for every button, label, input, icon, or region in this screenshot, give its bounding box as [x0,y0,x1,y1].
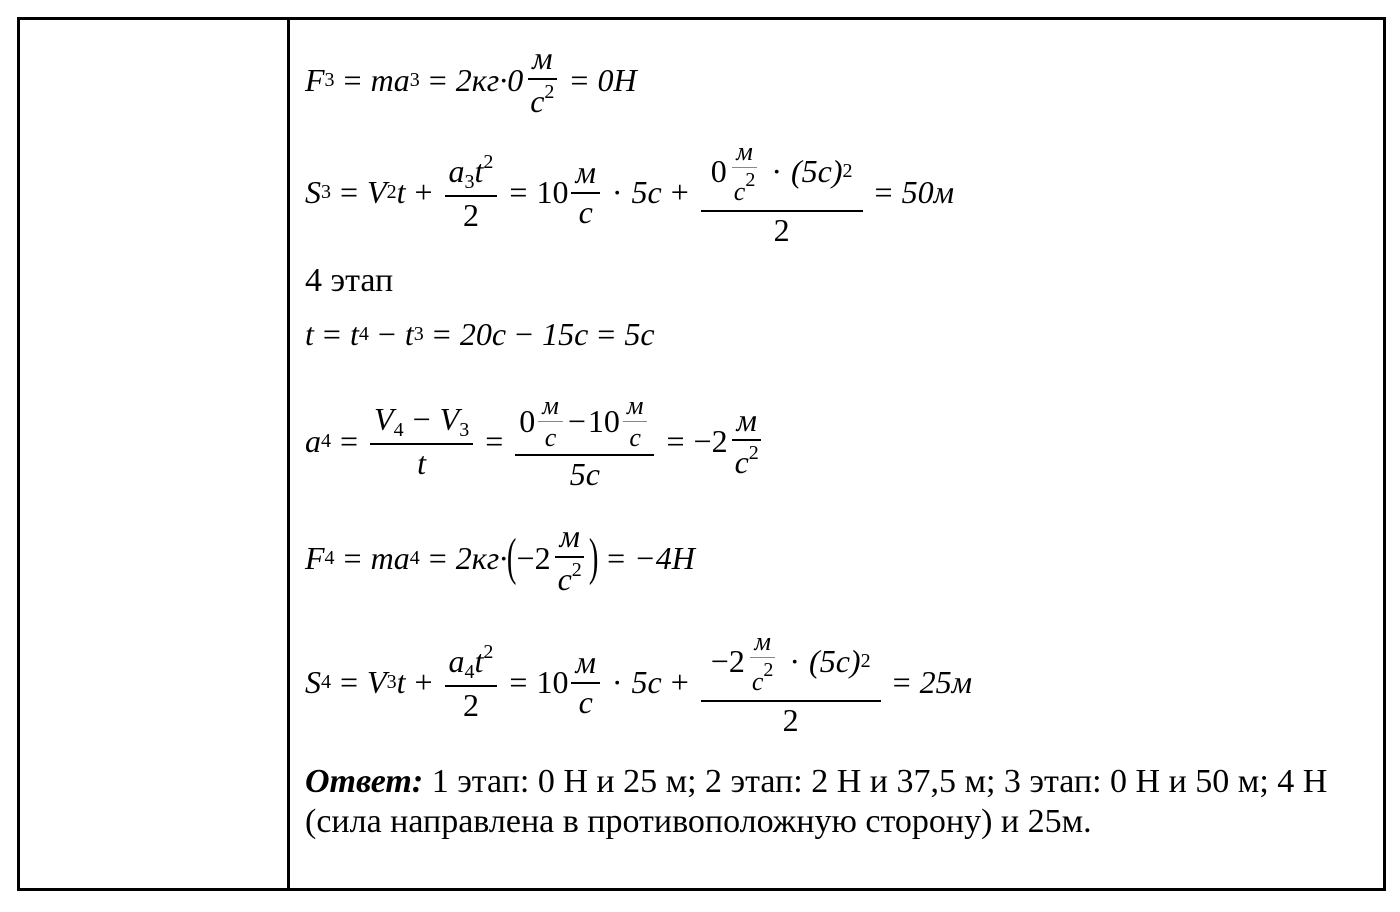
operator: = [340,664,359,701]
operator: = [428,61,447,98]
numerator: м [571,646,599,684]
subscript: 4 [324,546,335,569]
subscript: 3 [321,181,331,204]
paren-group: (5с) [791,153,843,189]
left-paren: ( [507,529,517,587]
subscript: 4 [409,546,420,569]
coefficient: 10 [587,403,620,439]
numerator: м [732,404,760,442]
symbol: V [367,664,387,701]
operator: = [666,423,685,460]
unit: с [530,82,545,119]
symbol: a [448,153,465,190]
unit-fraction [538,392,563,452]
operator: + [670,174,689,211]
equation-a4 [305,392,766,491]
operator: = [322,316,341,352]
denominator: 2 [773,211,790,248]
operator: − [567,403,586,439]
unit-fraction [571,646,599,719]
operator: + [414,664,433,701]
symbol: ma [370,539,410,576]
operator: = [343,61,362,98]
superscript: 2 [860,650,871,673]
superscript: 2 [842,160,853,183]
numerator: м [571,156,599,194]
denominator [554,558,586,597]
operator: · [789,643,801,679]
time-value: 20с [459,316,507,352]
symbol: V [439,400,460,437]
coefficient: −2 [693,423,728,460]
superscript: 2 [483,641,494,664]
operator: = [485,423,504,460]
subscript: 4 [464,661,475,684]
coefficient: −2 [516,539,551,576]
symbol: t [349,316,359,352]
numerator: м [750,628,775,658]
numerator [445,642,498,687]
denominator: с [578,683,593,720]
operator: = [343,539,362,576]
numerator: м [732,138,757,168]
symbol: t [305,316,314,352]
operator: = [428,539,447,576]
operator: = [570,61,589,98]
unit: с [734,444,749,481]
denominator: с [578,193,593,230]
unit: с [751,667,764,697]
denominator: 2 [782,701,799,738]
superscript: 2 [763,659,774,682]
symbol: t [474,643,484,680]
denominator [730,168,760,205]
numerator [515,392,654,456]
operator: + [670,664,689,701]
symbol: a [305,423,321,460]
denominator: с [629,423,641,453]
operator: = [509,664,528,701]
symbol: F [305,61,325,98]
result: 5с [624,316,655,352]
subscript: 3 [413,323,424,345]
symbol: a [448,643,465,680]
answer-paragraph [305,762,1365,842]
denominator: 2 [462,197,479,234]
denominator: с [544,423,557,453]
unit-fraction [748,628,778,696]
subscript: 4 [358,323,369,345]
big-fraction [701,138,863,247]
numerator: м [555,520,583,558]
result: 0H [597,61,637,98]
subscript: 3 [464,171,475,194]
operator: = [432,316,451,352]
operator: − [377,316,396,352]
operator: · [611,664,623,701]
symbol: S [305,664,321,701]
subscript: 3 [324,68,335,91]
column-divider [287,17,290,891]
numerator [370,400,473,445]
stage-heading: 4 этап [305,262,394,299]
denominator: 2 [462,687,479,724]
symbol: t [396,664,406,701]
symbol: V [367,174,387,211]
numerator [445,152,498,197]
numerator: м [623,392,648,422]
operator: = [597,316,616,352]
unit-fraction [571,156,599,229]
unit-fraction [554,520,586,596]
result: −4H [634,539,695,576]
subscript: 3 [459,418,470,441]
unit-fraction [526,42,558,118]
big-fraction [515,392,654,491]
result: 25м [919,664,973,701]
big-fraction [701,628,881,737]
operator: = [340,174,359,211]
mass-value: 2кг· [455,539,508,576]
superscript: 2 [748,442,759,465]
denominator: 5с [569,455,600,492]
subscript: 2 [386,181,397,204]
coefficient: −2 [710,643,745,679]
operator: = [892,664,911,701]
coefficient: 0 [519,403,536,439]
right-paren: ) [588,529,599,587]
symbol: t [474,153,484,190]
time-value: 5с [631,664,662,701]
unit-fraction [731,401,763,481]
symbol: t [396,174,406,211]
equation-f3 [305,42,637,118]
operator: = [607,539,626,576]
numerator [701,628,881,702]
subscript: 4 [393,418,404,441]
equation-s3 [305,138,954,247]
coefficient: 0 [710,153,727,189]
numerator: м [538,392,563,422]
operator: = [874,174,893,211]
unit-fraction [730,138,760,206]
subscript: 3 [409,68,420,91]
fraction [445,152,498,233]
symbol: V [374,400,394,437]
subscript: 3 [386,671,397,694]
superscript: 2 [483,151,494,174]
denominator: t [417,444,427,481]
operator: − [515,316,534,352]
equation-f4 [305,520,695,596]
symbol: S [305,174,321,211]
operator: = [509,174,528,211]
time-value: 15с [542,316,589,352]
superscript: 2 [544,80,555,103]
fraction [445,642,498,723]
numerator: м [528,42,556,80]
equation-t4 [305,316,655,353]
unit: с [733,177,746,207]
denominator [748,658,778,695]
subscript: 4 [321,671,331,694]
equation-s4 [305,628,972,737]
operator: − [412,400,431,437]
symbol: ma [370,61,410,98]
operator: = [340,423,359,460]
symbol: t [404,316,414,352]
fraction [370,400,473,481]
denominator [526,80,558,119]
coefficient: 10 [536,664,569,701]
mass-value: 2кг·0 [455,61,524,98]
solution-cell [305,20,1375,888]
operator: · [611,174,623,211]
paren-group: (5с) [809,643,861,679]
unit-fraction [623,392,648,452]
result: 50м [901,174,954,211]
time-value: 5с [631,174,662,211]
answer-label: Ответ: [305,763,424,800]
unit: с [557,560,572,597]
operator: + [414,174,433,211]
superscript: 2 [745,169,756,192]
operator: · [771,153,782,189]
coefficient: 10 [536,174,569,211]
numerator [701,138,863,212]
superscript: 2 [571,558,582,581]
symbol: F [305,539,325,576]
subscript: 4 [321,430,331,453]
answer-text: 1 этап: 0 Н и 25 м; 2 этап: 2 Н и 37,5 м; 3 этап: 0 Н и 50 м; 4 Н (сила направлена в противоположную сторону) и 25м. [305,763,1328,840]
denominator [731,441,763,480]
